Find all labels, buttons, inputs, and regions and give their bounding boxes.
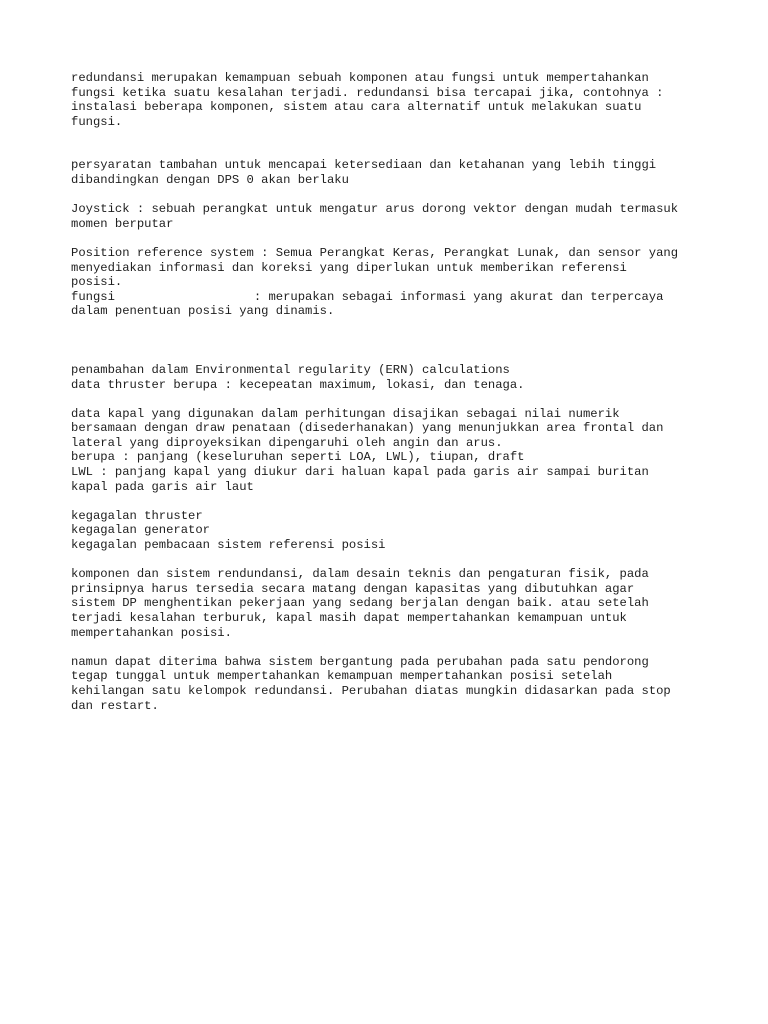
paragraph-redundansi: redundansi merupakan kemampuan sebuah komponen atau fungsi untuk mempertahankan fungsi ketika suatu kesalahan terjadi. redundansi bisa tercapai jika, contohnya : instalasi beberapa komponen, sistem atau cara alternatif untuk melakukan suatu fungsi. [71, 71, 664, 129]
paragraph-joystick: Joystick : sebuah perangkat untuk mengatur arus dorong vektor dengan mudah termasuk momen berputar [71, 202, 679, 231]
paragraph-position-reference: Position reference system : Semua Perangkat Keras, Perangkat Lunak, dan sensor yang menyediakan informasi dan koreksi yang diperlukan untuk memberikan referensi posisi. fungsi : merupakan sebagai informasi yang akurat dan terpercaya dalam penentuan posisi yang dinamis. [71, 245, 679, 319]
paragraph-persyaratan: persyaratan tambahan untuk mencapai ketersediaan dan ketahanan yang lebih tinggi dibandingkan dengan DPS 0 akan berlaku [71, 158, 657, 187]
paragraph-namun: namun dapat diterima bahwa sistem bergantung pada perubahan pada satu pendorong tegap tunggal untuk mempertahankan kemampuan mempertahankan posisi setelah kehilangan satu kelompok redundansi. Perubahan diatas mungkin didasarkan pada stop dan restart. [71, 654, 671, 713]
paragraph-komponen: komponen dan sistem rendundansi, dalam desain teknis dan pengaturan fisik, pada prinsipnya harus tersedia secara matang dengan kapasitas yang dibutuhkan agar sistem DP menghentikan pekerjaan yang sedang berjalan dengan baik. atau setelah terjadi kesalahan terburuk, kapal masih dapat mempertahankan kemampuan untuk mempertahankan posisi. [71, 567, 649, 640]
paragraph-data-kapal: data kapal yang digunakan dalam perhitungan disajikan sebagai nilai numerik bersamaan dengan draw penataan (disederhanakan) yang menunjukkan area frontal dan lateral yang diproyeksikan dipengaruhi oleh angin dan arus. berupa : panjang (keseluruhan seperti LOA, LWL), tiupan, draft LWL : panjang kapal yang diukur dari haluan kapal pada garis air sampai buritan kapal pada garis air laut [71, 406, 664, 494]
paragraph-kegagalan: kegagalan thruster kegagalan generator kegagalan pembacaan sistem referensi posisi [71, 508, 386, 553]
paragraph-ern: penambahan dalam Environmental regularity (ERN) calculations data thruster berupa : kecepeatan maximum, lokasi, dan tenaga. [71, 362, 525, 392]
document-body [71, 71, 711, 713]
